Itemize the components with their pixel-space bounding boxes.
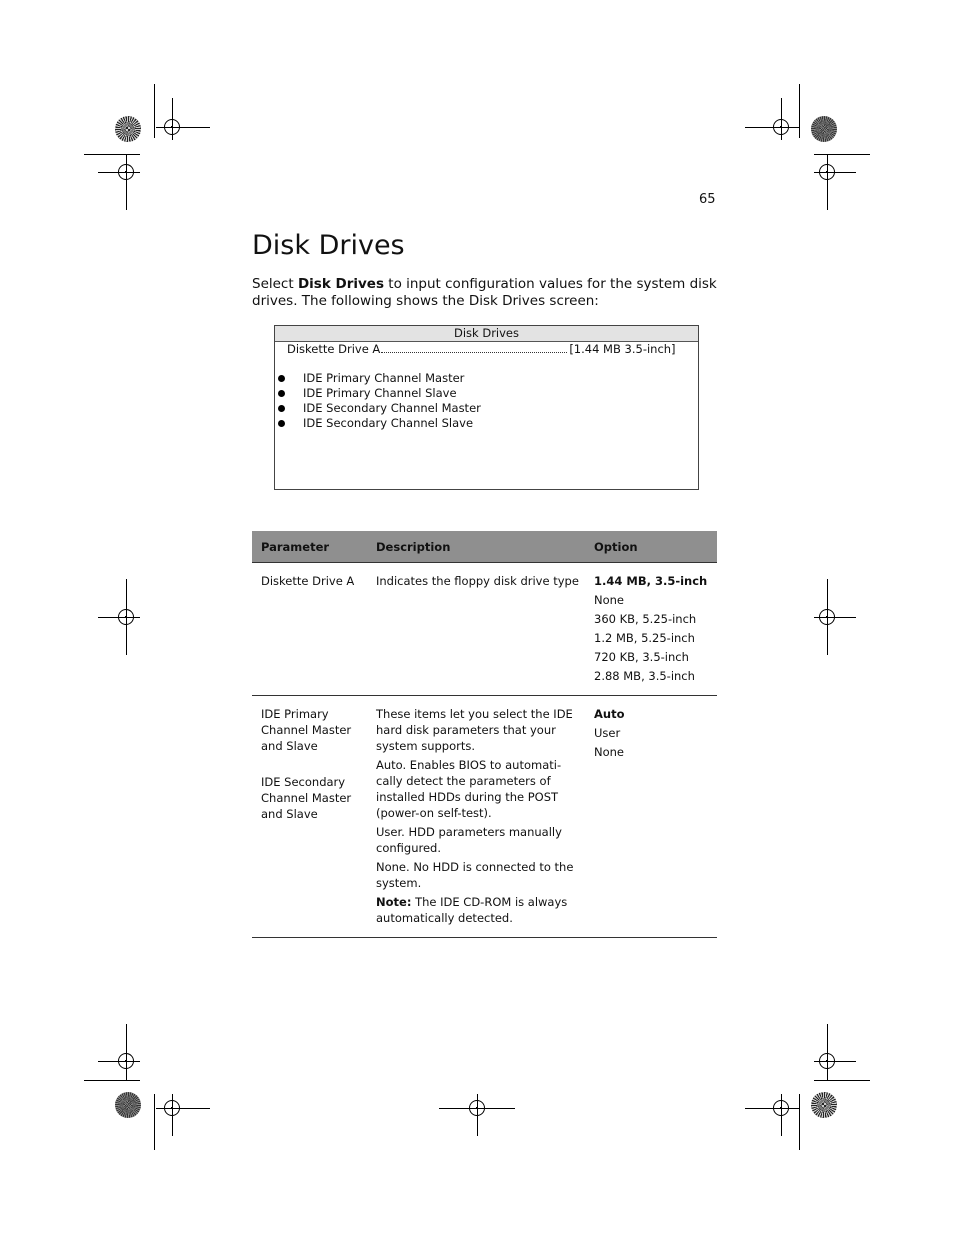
note-label: Note:	[376, 895, 412, 909]
crop-line	[84, 1080, 140, 1081]
bios-item-label: IDE Secondary Channel Master	[303, 401, 481, 415]
description-cell	[367, 696, 585, 938]
description-cell: Indicates the floppy disk drive type	[376, 574, 579, 588]
option-value: 360 KB, 5.25-inch	[594, 612, 697, 626]
starburst-icon	[115, 1092, 141, 1118]
note-paragraph	[376, 894, 585, 926]
column-header-parameter: Parameter	[252, 531, 367, 563]
starburst-icon	[115, 116, 141, 142]
option-cell	[585, 563, 717, 696]
crop-line	[814, 1080, 870, 1081]
table-header-row	[252, 531, 717, 563]
bios-diskette-label: Diskette Drive A	[287, 342, 381, 356]
option-value: 1.2 MB, 5.25-inch	[594, 631, 695, 645]
bios-list-item	[275, 401, 481, 416]
note-text: The IDE CD-ROM is always automatically detected.	[376, 895, 568, 925]
crop-line	[154, 84, 155, 138]
bullet-icon	[278, 375, 285, 382]
bios-item-label: IDE Primary Channel Master	[303, 371, 465, 385]
option-cell	[585, 696, 717, 938]
parameter-name: IDE Primary Channel Master and Slave	[261, 707, 352, 753]
crop-line	[814, 154, 870, 155]
bios-diskette-setting	[287, 342, 687, 356]
page-title: Disk Drives	[252, 230, 405, 261]
bios-list-item	[275, 416, 481, 431]
intro-text-end: to input configuration values for the system disk drives. The following shows the Disk Drives screen:	[252, 276, 717, 309]
option-value: 2.88 MB, 3.5-inch	[594, 669, 695, 683]
option-value: None	[594, 593, 625, 607]
description-paragraph: User. HDD parameters manually configured.	[376, 825, 562, 855]
parameter-cell: Diskette Drive A	[261, 574, 355, 588]
option-value: None	[594, 745, 625, 759]
column-header-option: Option	[585, 531, 717, 563]
bullet-icon	[278, 405, 285, 412]
bullet-icon	[278, 390, 285, 397]
bios-list-item	[275, 371, 481, 386]
intro-paragraph	[252, 276, 722, 310]
option-value: 720 KB, 3.5-inch	[594, 650, 689, 664]
crop-line	[799, 84, 800, 138]
parameter-cell	[252, 696, 367, 938]
intro-text-start: Select	[252, 276, 298, 292]
bios-item-label: IDE Secondary Channel Slave	[303, 416, 474, 430]
crop-line	[84, 154, 140, 155]
bullet-icon	[278, 420, 285, 427]
bios-item-label: IDE Primary Channel Slave	[303, 386, 457, 400]
bios-screen	[274, 325, 699, 490]
starburst-icon	[811, 1092, 837, 1118]
starburst-icon	[811, 116, 837, 142]
parameter-table	[252, 531, 717, 938]
dot-leader	[381, 343, 567, 353]
page-number: 65	[699, 192, 716, 207]
intro-bold-term: Disk Drives	[297, 276, 384, 292]
bios-screen-title: Disk Drives	[275, 326, 698, 342]
bios-list-item	[275, 386, 481, 401]
parameter-name: IDE Secondary Channel Master and Slave	[261, 775, 352, 821]
table-row	[252, 696, 717, 938]
default-option: 1.44 MB, 3.5-inch	[594, 574, 708, 588]
description-paragraph: These items let you select the IDE hard disk parameters that your system supports.	[376, 707, 573, 753]
default-option: Auto	[594, 707, 625, 721]
table-row	[252, 563, 717, 696]
description-paragraph: None. No HDD is connected to the system.	[376, 860, 574, 890]
bios-diskette-value: [1.44 MB 3.5-inch]	[569, 342, 676, 356]
bios-ide-list	[275, 371, 481, 431]
option-value: User	[594, 726, 621, 740]
description-paragraph: Auto. Enables BIOS to automati-cally detect the parameters of installed HDDs during the POST (power-on self-test).	[376, 758, 562, 820]
column-header-description: Description	[367, 531, 585, 563]
